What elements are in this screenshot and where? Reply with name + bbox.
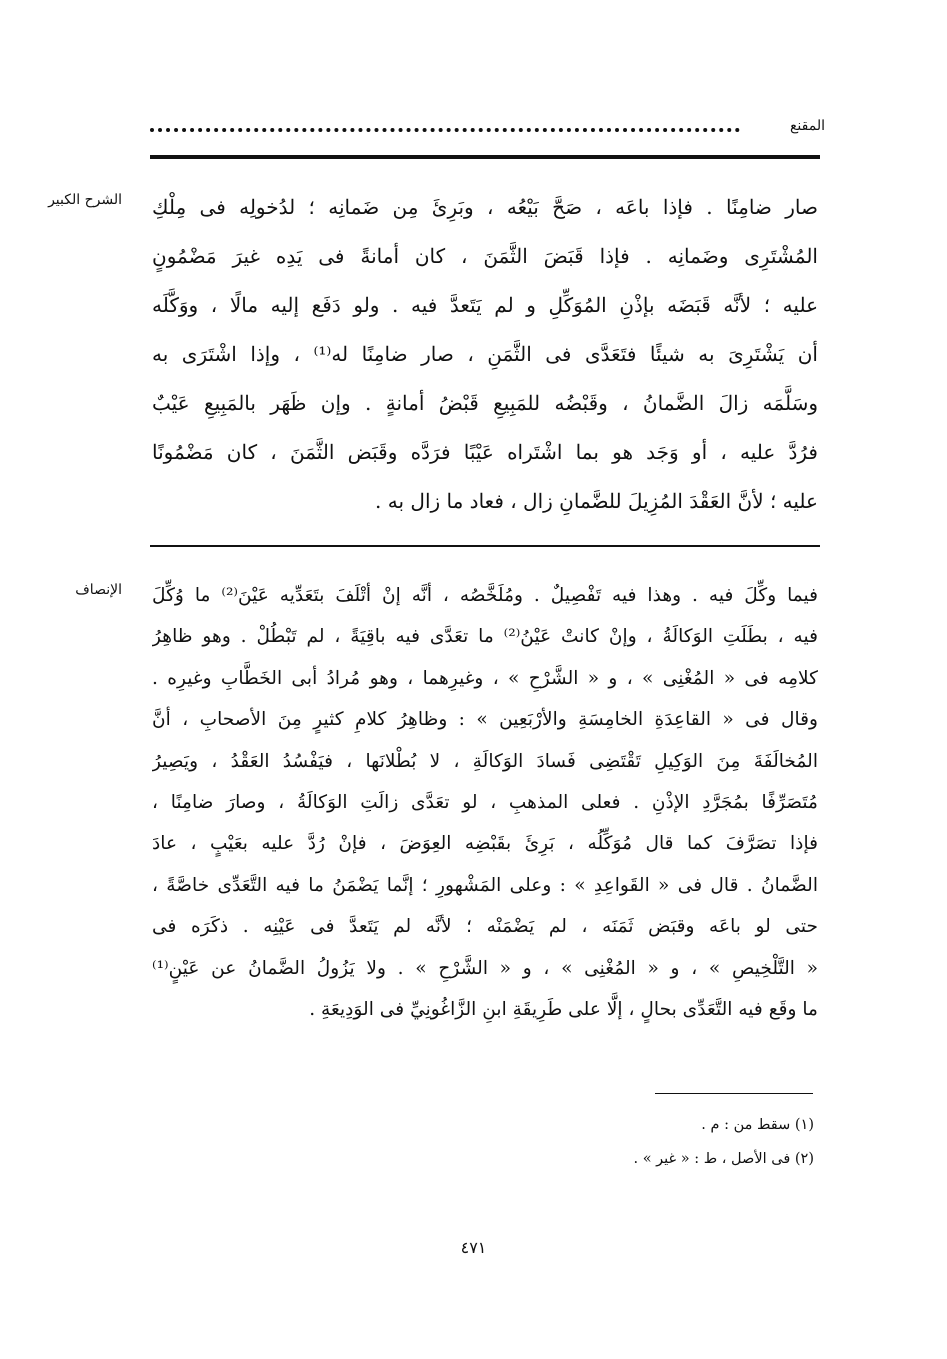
text-line: وقال فى « القاعِدَةِ الخامِسَةِ والأرْبَعِين » : وظاهِرُ كلامِ كثيرٍ مِنَ الأصحابِ ، أنَّ — [152, 709, 818, 731]
text-line: أن يَشْتَرِىَ به شيئًا فتَعَدَّى فى الثَّمَنِ ، صار ضامِنًا له⁽¹⁾ ، وإذا اشْتَرَى به — [152, 342, 818, 366]
text-line: كلامِه فى « المُغْنِى » ، و « الشَّرْحِ » ، وغيرِهما ، وهو مُرادُ أبى الخَطَّابِ وغيرِه . — [152, 667, 818, 689]
text-line: « التَّلْخِيصِ » ، و « المُغْنِى » ، و « الشَّرْحِ » . ولا يَزُولُ الضَّمانُ عن عَيْنٍ⁽¹⁾ — [152, 957, 818, 979]
text-line: فإذا تصَرَّفَ كما قال مُوَكِّلُه ، بَرِئَ بقَبْضِه العِوَضَ ، فإنْ رُدَّ عليه بعَيْبٍ ، عادَ — [152, 833, 818, 855]
text-line: فيما وكِّلَ فيه . وهذا فيه تَفْصِيلٌ . ومُلَخَّصُه ، أنَّه إنْ أتْلَفَ بتَعَدِّيه عَيْنَ⁽²⁾ ما وُكِّلَ — [152, 585, 818, 606]
text-line: المُخالَفَةَ مِنَ الوَكِيلِ تَقْتَضِى فَسادَ الوَكالَةِ ، لا بُطْلانَها ، فيَفْسُدُ العَقْدُ ، ويَصِيرُ — [152, 750, 818, 772]
footnote-rule — [655, 1093, 813, 1094]
running-head-title: المقنع — [789, 118, 825, 134]
section-label-insaf: الإنصاف — [75, 582, 122, 598]
section-label-sharh: الشرح الكبير — [48, 192, 122, 208]
text-line: عليه ؛ لأنَّه قَبَضَه بإذْنِ المُوَكِّلِ و لم يَتَعدَّ فيه . ولو دَفَع إليه مالًا ، ووَكَّلَه — [152, 293, 818, 317]
footnote: (١) سقط من : م . — [701, 1117, 814, 1133]
running-head-dotted-leader — [150, 122, 740, 132]
text-line: الضَّمانُ . قال فى « القَواعِدِ » : وعلى المَشْهورِ ؛ إنَّما يَضْمَنُ ما فيه التَّعَدِّى خاصَّةً ، — [152, 874, 818, 896]
text-line: مُتَصَرِّفًا بمُجَرَّدِ الإذْنِ . فعلى المذهبِ ، لو تعَدَّى زالَتِ الوَكالَةُ ، وصارَ ضامِنًا ، — [152, 792, 818, 814]
section-divider-rule — [150, 545, 820, 547]
text-line: وسَلَّمَه زالَ الضَّمانُ ، وقَبْضُه للمَبِيعِ قَبْضُ أمانةٍ . وإن ظَهَر بالمَبِيعِ عَيْبٌ — [152, 391, 818, 415]
text-line: المُشْتَرِى وضَمانِه . فإذا قَبَضَ الثَّمَنَ ، كان أمانةً فى يَدِه غيرَ مَضْمُونٍ — [152, 244, 818, 268]
text-line: صار ضامِنًا . فإذا باعَه ، صَحَّ بَيْعُه ، وبَرِئَ مِن ضَمانِه ؛ لدُخولِه فى مِلْكِ — [152, 195, 818, 219]
text-line: ما وقَع فيه التَّعَدِّى بحالٍ ، إلَّا على طَرِيقَةِ ابنِ الزَّاغُونِيِّ فى الوَدِيعَةِ . — [309, 999, 818, 1021]
text-line: فيه ، بطَلَتِ الوَكالَةُ ، وإنْ كانتْ عَيْنُ⁽²⁾ ما تعَدَّى فيه باقِيَةً ، لم تَبْطُلْ . وهو ظاهِرُ — [152, 626, 818, 648]
running-head — [150, 112, 825, 142]
header-rule — [150, 155, 820, 159]
text-line: عليه ؛ لأنَّ العَقْدَ المُزِيلَ للضَّمانِ زال ، فعاد ما زال به . — [375, 489, 818, 513]
footnotes — [500, 1108, 814, 1176]
insaf-text-block — [152, 575, 818, 1030]
sharh-text-block — [152, 183, 818, 526]
text-line: حتى لو باعَه وقبَض ثَمَنَه ، لم يَضْمَنْه ؛ لأنَّه لم يَتَعدَّ فى عَيْنِه . ذكَرَه فى — [152, 916, 818, 938]
footnote: (٢) فى الأصل ، ط : « غير » . — [633, 1151, 814, 1167]
page-number: ٤٧١ — [460, 1238, 487, 1257]
text-line: فرُدَّ عليه ، أو وَجَد هو بما اشْتَراه عَيْبًا فرَدَّه وقَبَض الثَّمَنَ ، كان مَضْمُونًا — [152, 440, 818, 464]
